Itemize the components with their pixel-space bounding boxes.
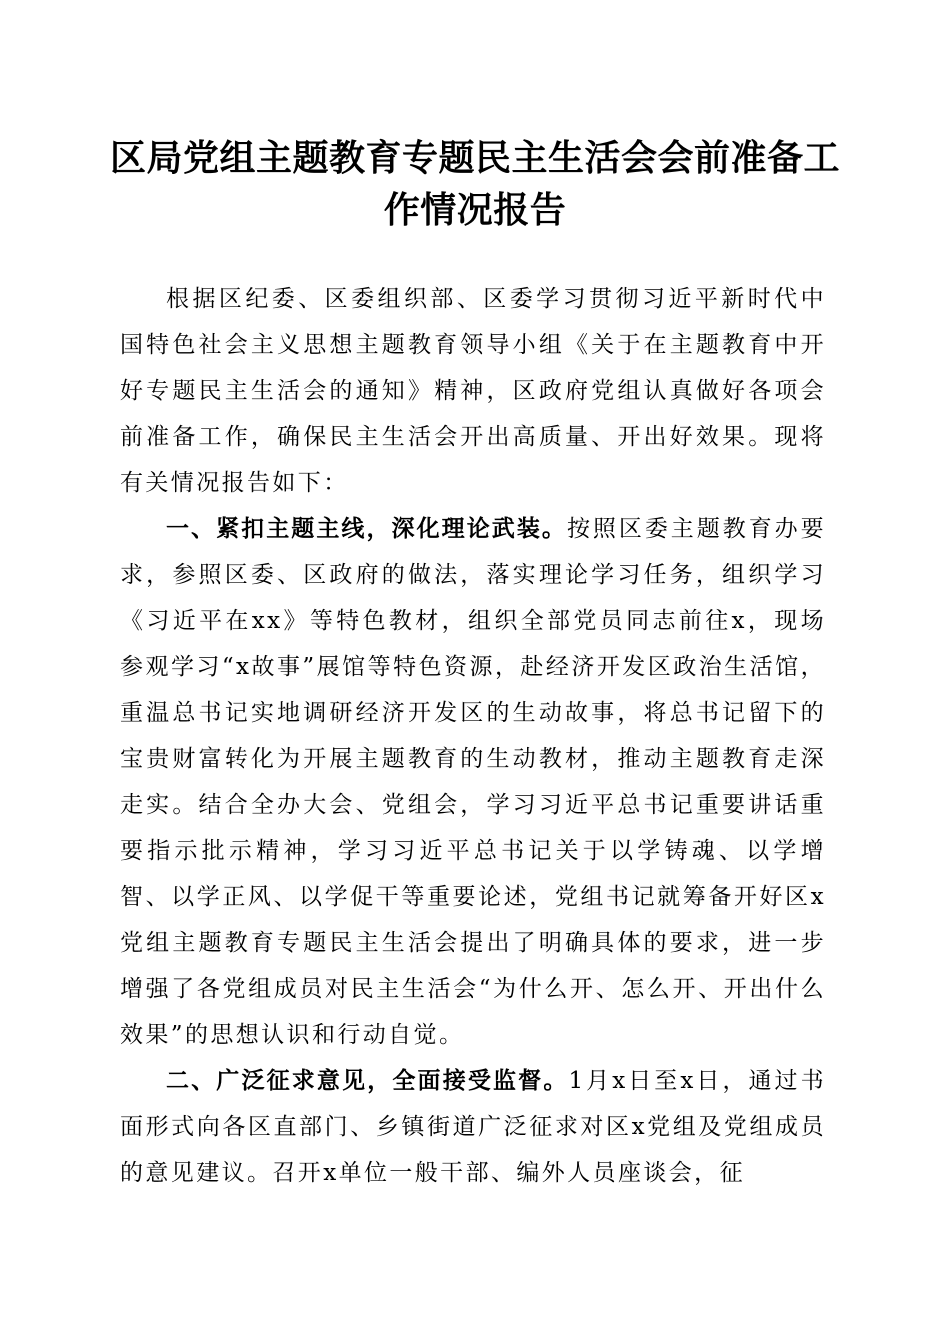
paragraph-intro xyxy=(120,276,826,506)
paragraph-section-2 xyxy=(120,1058,826,1196)
section-2-heading: 二、广泛征求意见，全面接受监督。 xyxy=(166,1068,569,1094)
document-body xyxy=(120,276,826,1196)
paragraph-intro-text: 根据区纪委、区委组织部、区委学习贯彻习近平新时代中国特色社会主义思想主题教育领导小组《关于在主题教育中开好专题民主生活会的通知》精神，区政府党组认真做好各项会前准备工作，确保民主生活会开出高质量、开出好效果。现将有关情况报告如下： xyxy=(120,286,826,496)
section-1-heading: 一、紧扣主题主线，深化理论武装。 xyxy=(166,516,567,542)
section-2-text: 1月x日至x日，通过书面形式向各区直部门、乡镇街道广泛征求对区x党组及党组成员的意见建议。召开x单位一般干部、编外人员座谈会，征 xyxy=(120,1068,827,1186)
document-title: 区局党组主题教育专题民主生活会会前准备工作情况报告 xyxy=(110,137,841,231)
section-1-text: 按照区委主题教育办要求，参照区委、区政府的做法，落实理论学习任务，组织学习《习近平在xx》等特色教材，组织全部党员同志前往x，现场参观学习“x故事”展馆等特色资源，赴经济开发区政治生活馆，重温总书记实地调研经济开发区的生动故事，将总书记留下的宝贵财富转化为开展主题教育的生动教材，推动主题教育走深走实。结合全办大会、党组会，学习习近平总书记重要讲话重要指示批示精神，学习习近平总书记关于以学铸魂、以学增智、以学正风、以学促干等重要论述，党组书记就筹备开好区x党组主题教育专题民主生活会提出了明确具体的要求，进一步增强了各党组成员对民主生活会“为什么开、怎么开、开出什么效果”的思想认识和行动自觉。 xyxy=(120,516,827,1048)
paragraph-section-1 xyxy=(120,506,826,1058)
